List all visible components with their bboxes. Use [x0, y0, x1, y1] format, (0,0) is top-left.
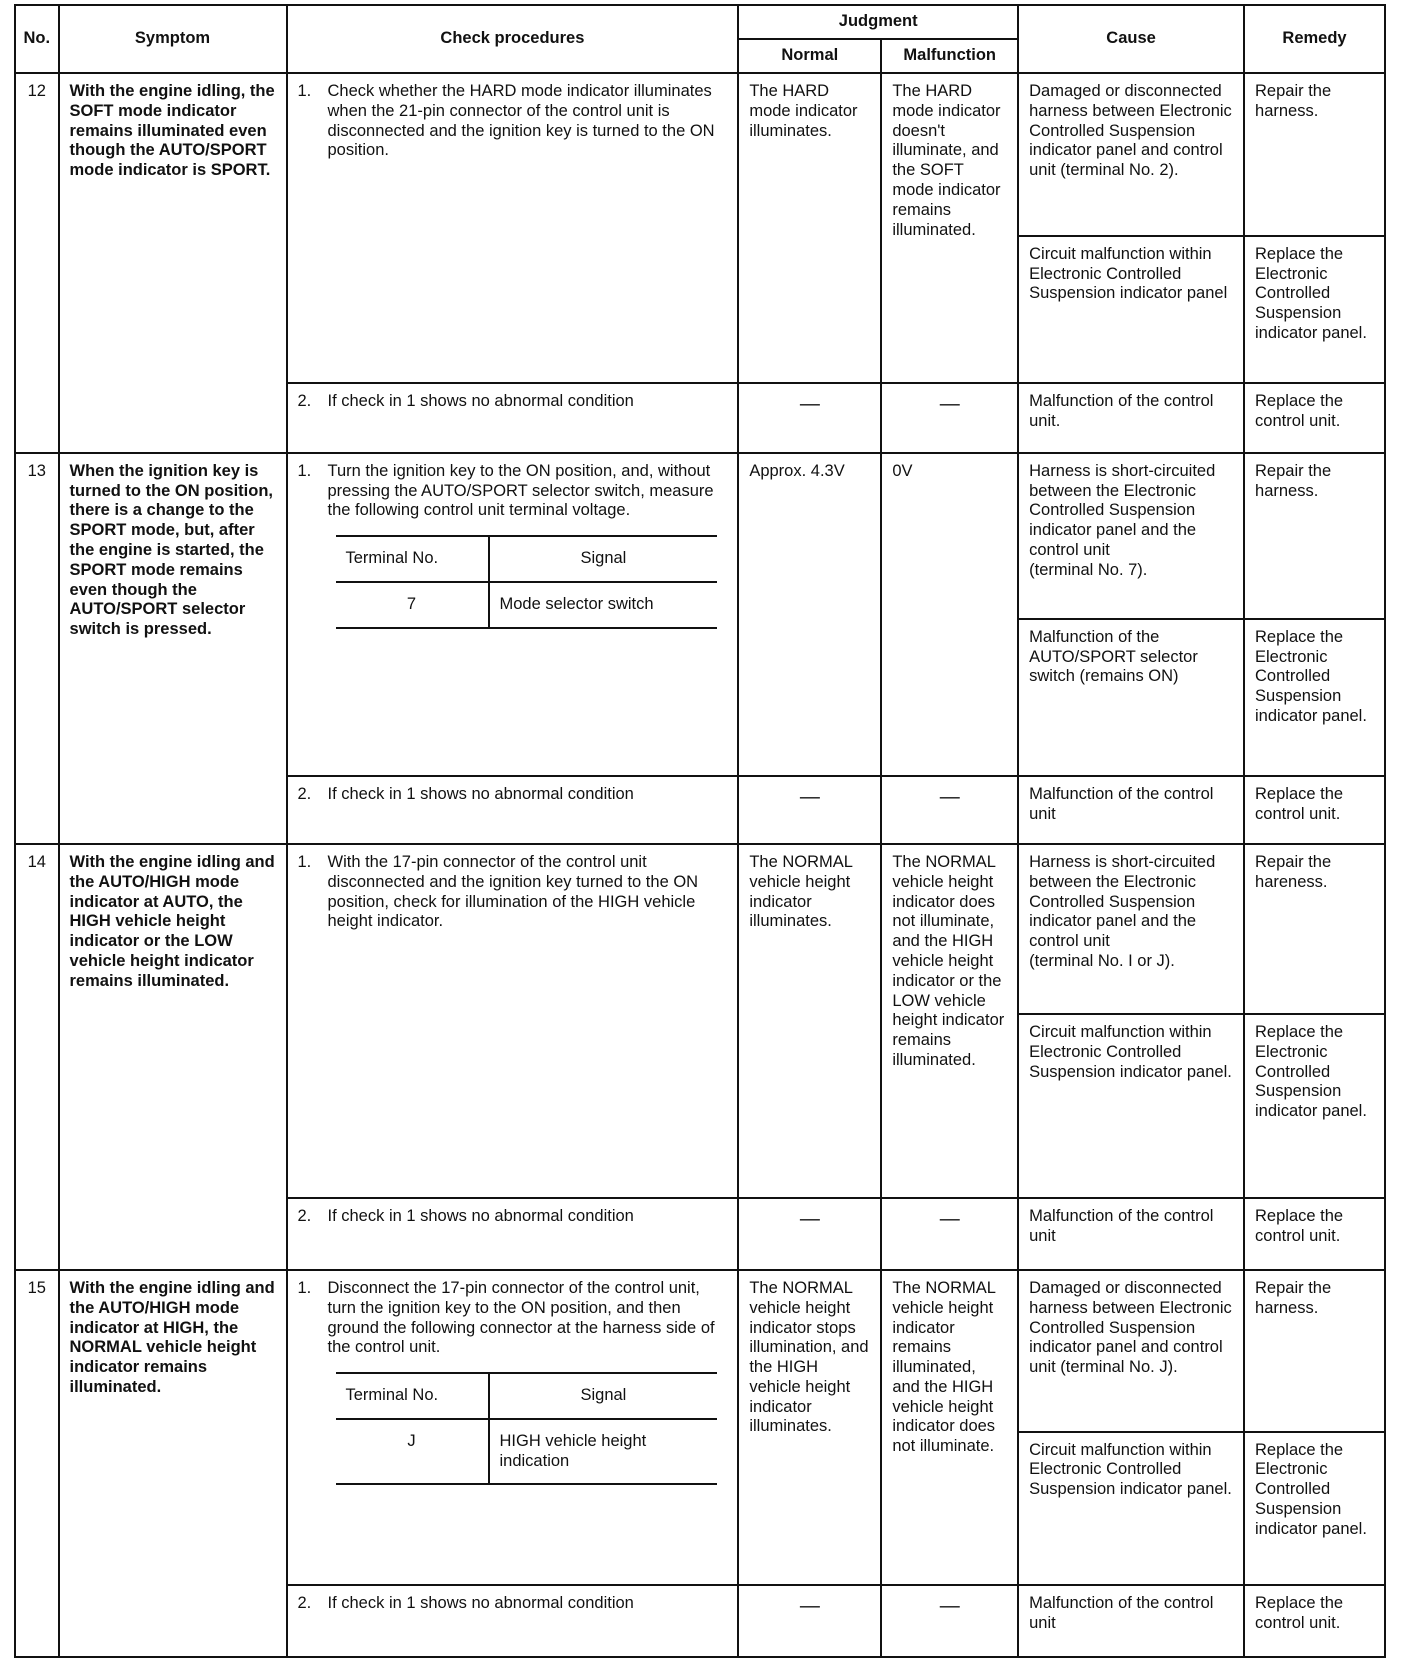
check-step-2	[287, 776, 739, 844]
header-cause: Cause	[1018, 5, 1244, 73]
dash: —	[881, 1198, 1018, 1270]
remedy-cell: Repair the hareness.	[1244, 844, 1385, 1014]
troubleshooting-table	[14, 4, 1386, 1658]
header-symptom: Symptom	[59, 5, 287, 73]
header-check-procedures: Check procedures	[287, 5, 739, 73]
signal-name: HIGH vehicle height indication	[489, 1419, 718, 1485]
remedy-cell: Repair the harness.	[1244, 1270, 1385, 1432]
step-text: Check whether the HARD mode indicator illuminates when the 21-pin connector of the control unit is disconnected and the ignition key is turned to the ON position.	[327, 82, 715, 160]
cause-cell: Malfunction of the AUTO/SPORT selector switch (remains ON)	[1018, 619, 1244, 777]
step-text: With the 17-pin connector of the control unit disconnected and the ignition key turned to the ON position, check for illumination of the HIGH vehicle height indicator.	[327, 852, 699, 931]
row-number: 13	[15, 453, 59, 844]
cause-cell: Circuit malfunction within Electronic Controlled Suspension indicator panel	[1018, 236, 1244, 383]
cause-cell: Malfunction of the control unit.	[1018, 383, 1244, 453]
cause-cell: Circuit malfunction within Electronic Controlled Suspension indicator panel.	[1018, 1432, 1244, 1586]
terminal-table	[336, 1372, 718, 1485]
cause-cell: Damaged or disconnected harness between Electronic Controlled Suspension indicator panel and control unit (terminal No. J).	[1018, 1270, 1244, 1432]
troubleshooting-page	[14, 4, 1386, 1658]
terminal-header: Terminal No.	[336, 536, 489, 582]
judgment-malfunction: The NORMAL vehicle height indicator remains illuminated, and the HIGH vehicle height indicator does not illuminate.	[881, 1270, 1018, 1585]
step-number: 2.	[297, 1207, 312, 1226]
step-text: Turn the ignition key to the ON position, and, without pressing the AUTO/SPORT selector switch, measure the following control unit terminal voltage.	[327, 461, 714, 520]
cause-cell: Malfunction of the control unit	[1018, 1585, 1244, 1657]
judgment-normal: Approx. 4.3V	[738, 453, 881, 777]
remedy-cell: Replace the Electronic Controlled Suspension indicator panel.	[1244, 619, 1385, 777]
row-number: 12	[15, 73, 59, 453]
cause-cell: Damaged or disconnected harness between Electronic Controlled Suspension indicator panel and control unit (terminal No. 2).	[1018, 73, 1244, 236]
step-text: If check in 1 shows no abnormal condition	[327, 392, 634, 411]
step-number: 1.	[297, 852, 312, 871]
step-number: 2.	[297, 1594, 312, 1613]
dash: —	[738, 1198, 881, 1270]
cause-cell: Harness is short-circuited between the Electronic Controlled Suspension indicator panel and the control unit (terminal No. 7).	[1018, 453, 1244, 619]
judgment-normal: The NORMAL vehicle height indicator illuminates.	[738, 844, 881, 1198]
check-step-1	[287, 1270, 739, 1585]
cause-cell: Circuit malfunction within Electronic Controlled Suspension indicator panel.	[1018, 1014, 1244, 1198]
terminal-no: J	[336, 1419, 489, 1485]
step-number: 2.	[297, 785, 312, 804]
step-text: If check in 1 shows no abnormal condition	[327, 785, 634, 804]
dash: —	[738, 383, 881, 453]
remedy-cell: Replace the Electronic Controlled Suspension indicator panel.	[1244, 1432, 1385, 1586]
remedy-cell: Repair the harness.	[1244, 73, 1385, 236]
check-step-1	[287, 453, 739, 777]
check-step-2	[287, 1198, 739, 1270]
symptom-cell: With the engine idling, the SOFT mode indicator remains illuminated even though the AUTO/SPORT mode indicator is SPORT.	[59, 73, 287, 453]
remedy-cell: Replace the control unit.	[1244, 1585, 1385, 1657]
table-row	[15, 844, 1385, 1014]
check-step-1	[287, 844, 739, 1198]
step-text: If check in 1 shows no abnormal condition	[327, 1207, 634, 1226]
row-number: 14	[15, 844, 59, 1270]
terminal-no: 7	[336, 582, 489, 628]
judgment-normal: The HARD mode indicator illuminates.	[738, 73, 881, 383]
remedy-cell: Repair the harness.	[1244, 453, 1385, 619]
step-number: 1.	[297, 82, 312, 100]
remedy-cell: Replace the control unit.	[1244, 1198, 1385, 1270]
signal-header: Signal	[489, 1373, 718, 1419]
remedy-cell: Replace the Electronic Controlled Suspension indicator panel.	[1244, 1014, 1385, 1198]
header-judgment: Judgment	[738, 5, 1018, 39]
dash: —	[881, 383, 1018, 453]
row-number: 15	[15, 1270, 59, 1657]
terminal-header: Terminal No.	[336, 1373, 489, 1419]
remedy-cell: Replace the Electronic Controlled Suspension indicator panel.	[1244, 236, 1385, 383]
check-step-2	[287, 383, 739, 453]
dash: —	[738, 1585, 881, 1657]
step-text: Disconnect the 17-pin connector of the control unit, turn the ignition key to the ON position, and then ground the following connector at the harness side of the control unit.	[327, 1278, 715, 1357]
dash: —	[881, 1585, 1018, 1657]
cause-cell: Harness is short-circuited between the Electronic Controlled Suspension indicator panel and the control unit (terminal No. I or J).	[1018, 844, 1244, 1014]
cause-cell: Malfunction of the control unit	[1018, 1198, 1244, 1270]
symptom-cell: With the engine idling and the AUTO/HIGH mode indicator at AUTO, the HIGH vehicle height indicator or the LOW vehicle height indicator remains illuminated.	[59, 844, 287, 1270]
header-normal: Normal	[738, 39, 881, 73]
judgment-malfunction: 0V	[881, 453, 1018, 777]
table-row	[15, 73, 1385, 236]
table-row	[15, 453, 1385, 619]
dash: —	[881, 776, 1018, 844]
dash: —	[738, 776, 881, 844]
remedy-cell: Replace the control unit.	[1244, 383, 1385, 453]
table-row	[15, 1270, 1385, 1432]
check-step-2	[287, 1585, 739, 1657]
remedy-cell: Replace the control unit.	[1244, 776, 1385, 844]
symptom-cell: With the engine idling and the AUTO/HIGH mode indicator at HIGH, the NORMAL vehicle height indicator remains illuminated.	[59, 1270, 287, 1657]
header-remedy: Remedy	[1244, 5, 1385, 73]
judgment-malfunction: The NORMAL vehicle height indicator does not illuminate, and the HIGH vehicle height indicator or the LOW vehicle height indicator remains illuminated.	[881, 844, 1018, 1198]
step-number: 1.	[297, 461, 312, 480]
header-no: No.	[15, 5, 59, 73]
signal-header: Signal	[489, 536, 718, 582]
header-malfunction: Malfunction	[881, 39, 1018, 73]
step-text: If check in 1 shows no abnormal condition	[327, 1594, 634, 1613]
step-number: 1.	[297, 1278, 312, 1297]
step-number: 2.	[297, 392, 312, 411]
signal-name: Mode selector switch	[489, 582, 718, 628]
check-step-1	[287, 73, 739, 383]
judgment-normal: The NORMAL vehicle height indicator stops illumination, and the HIGH vehicle height indicator illuminates.	[738, 1270, 881, 1585]
symptom-cell: When the ignition key is turned to the ON position, there is a change to the SPORT mode, but, after the engine is started, the SPORT mode remains even though the AUTO/SPORT selector switch is pressed.	[59, 453, 287, 844]
judgment-malfunction: The HARD mode indicator doesn't illuminate, and the SOFT mode indicator remains illuminated.	[881, 73, 1018, 383]
terminal-table	[336, 535, 718, 629]
cause-cell: Malfunction of the control unit	[1018, 776, 1244, 844]
